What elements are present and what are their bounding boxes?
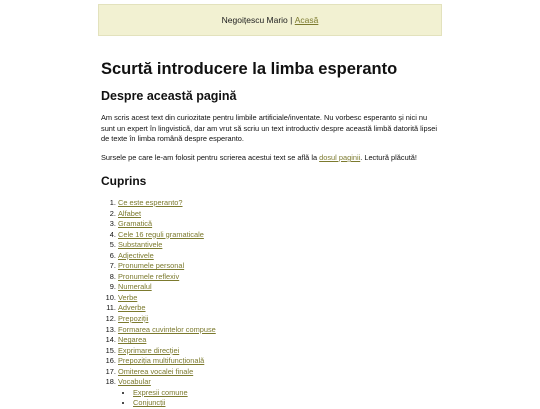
- toc-link[interactable]: Substantivele: [118, 240, 163, 250]
- author-name: Negoițescu Mario: [221, 15, 288, 25]
- toc-item: [118, 282, 216, 293]
- toc-sublink[interactable]: Expresii comune: [133, 387, 188, 397]
- sources-paragraph: [101, 153, 441, 164]
- toc-link[interactable]: Verbe: [118, 292, 138, 302]
- toc-link[interactable]: Prepoziția multifuncțională: [118, 356, 205, 366]
- toc-item: [118, 240, 216, 251]
- about-heading: Despre această pagină: [101, 89, 237, 103]
- toc-item: [118, 314, 216, 325]
- toc-heading: Cuprins: [101, 174, 147, 188]
- header-separator: |: [287, 15, 295, 25]
- site-header: [98, 4, 442, 36]
- toc-link[interactable]: Pronumele personal: [118, 261, 185, 271]
- sources-text: Sursele pe care le-am folosit pentru scrierea acestui text se află la: [101, 153, 320, 162]
- toc-item: [118, 346, 216, 357]
- toc-item: [118, 209, 216, 220]
- toc-item: [118, 251, 216, 262]
- toc-item: [118, 325, 216, 336]
- toc-link[interactable]: Negarea: [118, 335, 147, 345]
- toc-item: [118, 293, 216, 304]
- about-paragraph: Am scris acest text din curiozitate pentru limbile artificiale/inventate. Nu vorbesc esperanto și nici nu sunt un expert în lingvistică, dar am vrut să scriu un text introductiv despre această limbă datorită lipsei de texte în limba română despre esperanto.: [101, 113, 438, 143]
- sources-text-end: . Lectură plăcută!: [360, 153, 417, 162]
- toc-sublink[interactable]: Conjuncții: [133, 398, 166, 408]
- toc-item: [118, 356, 216, 367]
- toc-item: [118, 377, 216, 409]
- home-link[interactable]: Acasă: [294, 15, 319, 25]
- toc-sublist: [118, 388, 216, 409]
- toc-link[interactable]: Ce este esperanto?: [118, 198, 183, 207]
- sources-link[interactable]: dosul paginii: [319, 153, 361, 162]
- toc-link[interactable]: Pronumele reflexiv: [118, 271, 180, 281]
- toc-link[interactable]: Gramatică: [118, 219, 153, 229]
- page-title: Scurtă introducere la limba esperanto: [101, 60, 398, 78]
- toc-item: [118, 303, 216, 314]
- toc-link[interactable]: Formarea cuvintelor compuse: [118, 324, 216, 334]
- toc-item: [118, 367, 216, 378]
- toc-item: [118, 335, 216, 346]
- toc-item: [118, 272, 216, 283]
- toc-item: [118, 198, 216, 209]
- toc-item: [118, 261, 216, 272]
- toc-link[interactable]: Adjectivele: [118, 250, 154, 260]
- toc-item: [118, 230, 216, 241]
- toc-link[interactable]: Numeralul: [118, 282, 152, 292]
- toc-item: [118, 219, 216, 230]
- toc-list: [101, 198, 216, 409]
- toc-link[interactable]: Prepoziții: [118, 314, 149, 324]
- toc-link[interactable]: Alfabet: [118, 208, 142, 218]
- toc-link[interactable]: Exprimare direcției: [118, 345, 180, 355]
- toc-subitem: [133, 398, 216, 409]
- toc-link[interactable]: Adverbe: [118, 303, 146, 313]
- toc-link[interactable]: Omiterea vocalei finale: [118, 366, 194, 376]
- toc-link[interactable]: Cele 16 reguli gramaticale: [118, 229, 204, 239]
- toc-link[interactable]: Vocabular: [118, 377, 151, 387]
- toc-subitem: [133, 388, 216, 399]
